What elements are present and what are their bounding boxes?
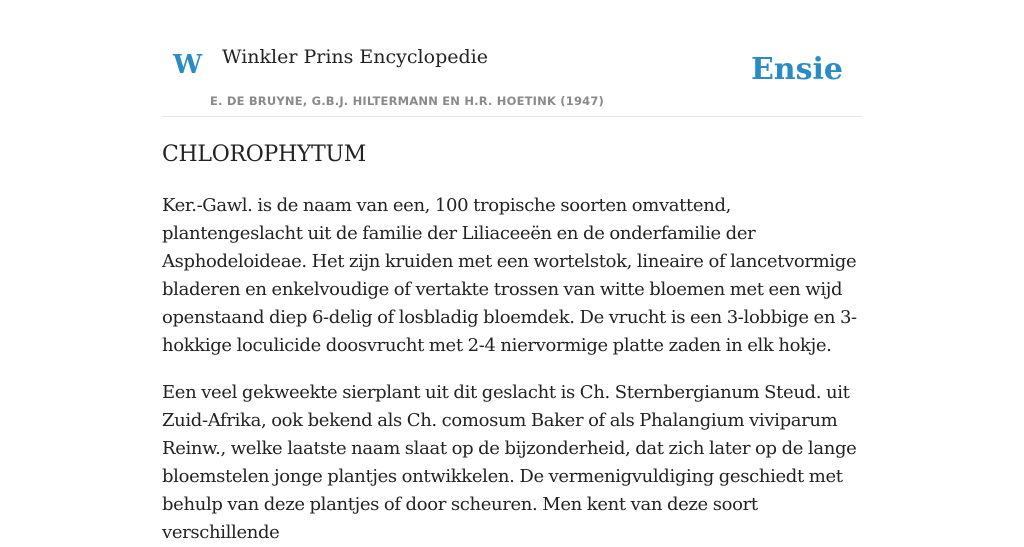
- brand-logo[interactable]: Ensie: [750, 52, 843, 87]
- site-header: [162, 40, 862, 117]
- authors-credit: E. DE BRUYNE, G.B.J. HILTERMANN EN H.R. HOETINK (1947): [210, 94, 605, 108]
- article-paragraph: Een veel gekweekte sierplant uit dit geslacht is Ch. Sternbergianum Steud. uit Zuid-Afrika, ook bekend als Ch. comosum Baker of als Phalangium viviparum Reinw., welke laatste naam slaat op de bijzonderheid, dat zich later op de lange bloemstelen jonge plantjes ontwikkelen. De vermenigvuldiging geschiedt met behulp van deze plantjes of door scheuren. Men kent van deze soort verschillende: [162, 382, 857, 543]
- site-title-link[interactable]: Winkler Prins Encyclopedie: [222, 46, 488, 68]
- article-headword: CHLOROPHYTUM: [162, 142, 366, 167]
- article-paragraph: Ker.-Gawl. is de naam van een, 100 tropische soorten omvattend, plantengeslacht uit de familie der Liliaceeën en de onderfamilie der Asphodeloideae. Het zijn kruiden met een wortelstok, lineaire of lancetvormige bladeren en enkelvoudige of vertakte trossen van witte bloemen met een wijd openstaand diep 6-delig of losbladig bloemdek. De vrucht is een 3-lobbige en 3-hokkige loculicide doosvrucht met 2-4 niervormige platte zaden in elk hokje.: [162, 195, 857, 356]
- article: [162, 140, 862, 547]
- site-logo[interactable]: W: [173, 50, 203, 80]
